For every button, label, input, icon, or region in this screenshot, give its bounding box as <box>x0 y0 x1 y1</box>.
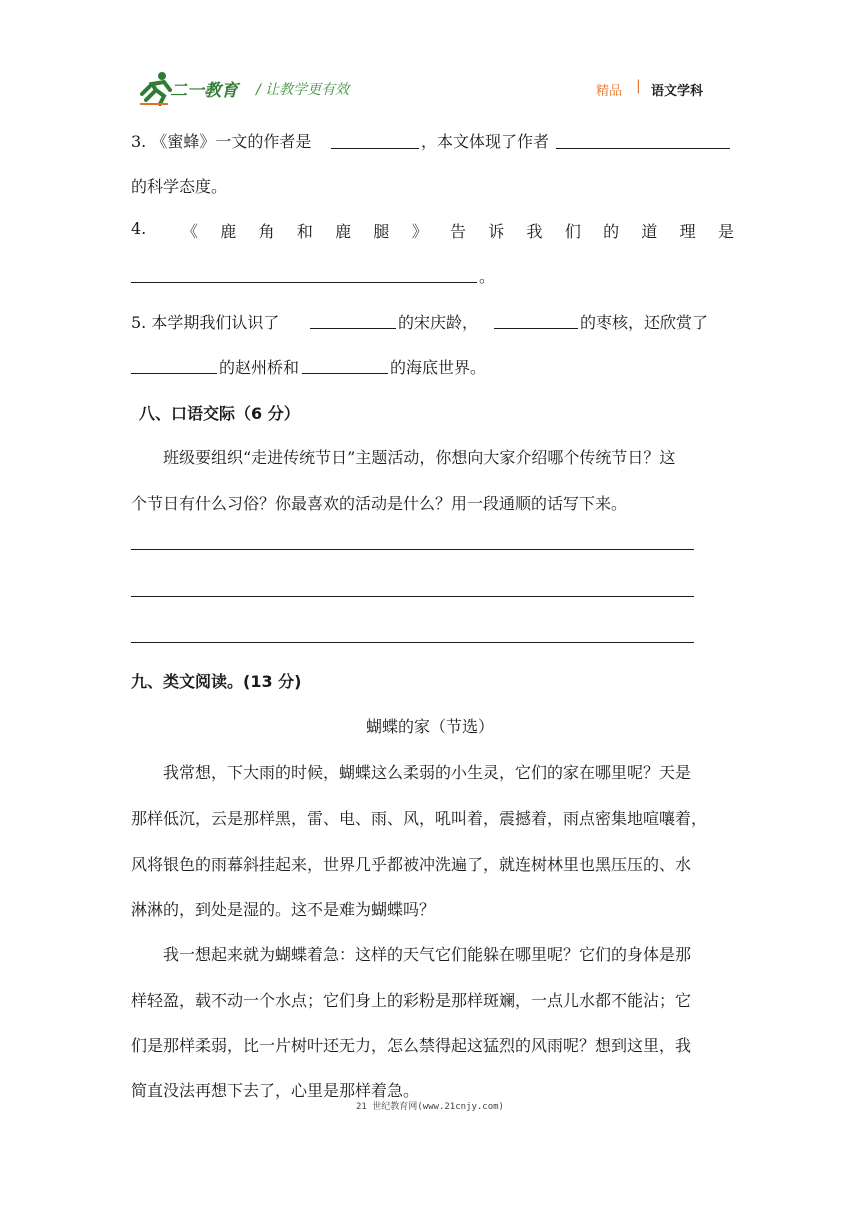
article-p2-line: 我一想起来就为蝴蝶着急：这样的天气它们能躲在哪里呢？它们的身体是那 <box>163 945 692 964</box>
header-separator: | <box>636 78 641 94</box>
q5-text-e: 的海底世界。 <box>390 358 487 377</box>
q5-blank-1 <box>310 328 396 329</box>
article-p1-line: 我常想，下大雨的时候，蝴蝶这么柔弱的小生灵，它们的家在哪里呢？天是 <box>163 763 692 782</box>
q4-char: 《 <box>182 222 199 241</box>
q5-blank-3 <box>131 373 217 374</box>
q4-char: 鹿 <box>220 222 237 241</box>
header-tag-subject: 语文学科 <box>651 84 704 99</box>
q4-char: 腿 <box>373 222 390 241</box>
q4-char: 诉 <box>488 222 505 241</box>
q4-spaced-text <box>182 219 734 242</box>
article-p2-line: 样轻盈，载不动一个水点；它们身上的彩粉是那样斑斓，一点儿水都不能沾；它 <box>131 991 692 1010</box>
q4-char: 角 <box>258 222 275 241</box>
logo-text: 二一教育 <box>170 81 238 101</box>
q3-blank-author <box>331 148 419 149</box>
article-p2-line: 简直没法再想下去了，心里是那样着急。 <box>131 1081 420 1100</box>
q4-char: 是 <box>717 222 734 241</box>
q3-text-a: 3. 《蜜蜂》一文的作者是 <box>131 132 312 151</box>
q4-char: 我 <box>526 222 543 241</box>
section8-prompt-line1: 班级要组织“走进传统节日”主题活动，你想向大家介绍哪个传统节日？这 <box>163 448 676 467</box>
slogan: / 让教学更有效 <box>256 82 350 98</box>
q5-text-a: 5. 本学期我们认识了 <box>131 313 280 332</box>
q4-char: 们 <box>564 222 581 241</box>
q4-end: 。 <box>479 267 496 286</box>
q4-char: 鹿 <box>335 222 352 241</box>
q5-text-b: 的宋庆龄， <box>398 313 479 332</box>
q4-number: 4. <box>131 219 147 238</box>
q4-blank-lesson <box>131 282 477 283</box>
q4-char: 的 <box>603 222 620 241</box>
q4-char: 》 <box>411 222 428 241</box>
article-p1-line: 那样低沉，云是那样黑，雷、电、雨、风，吼叫着，震撼着，雨点密集地喧嚷着， <box>131 809 708 828</box>
section8-title: 八、口语交际（6 分） <box>139 404 300 423</box>
article-p1-line: 风将银色的雨幕斜挂起来，世界几乎都被冲洗遍了，就连树林里也黑压压的、水 <box>131 855 692 874</box>
q4-char: 道 <box>641 222 658 241</box>
q3-blank-attitude <box>556 148 730 149</box>
q5-text-c: 的枣核，还欣赏了 <box>580 313 709 332</box>
answer-line <box>131 642 694 643</box>
header-tag-premium: 精品 <box>596 84 623 99</box>
answer-line <box>131 549 694 550</box>
footer-source: 21 世纪教育网(www.21cnjy.com) <box>356 1102 504 1112</box>
q5-text-d: 的赵州桥和 <box>219 358 300 377</box>
q4-char: 告 <box>449 222 466 241</box>
q4-char: 理 <box>679 222 696 241</box>
section8-prompt-line2: 个节日有什么习俗？你最喜欢的活动是什么？用一段通顺的话写下来。 <box>131 494 628 513</box>
q3-text-b: ，本文体现了作者 <box>421 132 550 151</box>
article-p1-line: 淋淋的，到处是湿的。这不是难为蝴蝶吗？ <box>131 900 436 919</box>
article-p2-line: 们是那样柔弱，比一片树叶还无力，怎么禁得起这猛烈的风雨呢？想到这里，我 <box>131 1036 692 1055</box>
q3-text-c: 的科学态度。 <box>131 177 228 196</box>
article-title: 蝴蝶的家（节选） <box>365 717 494 736</box>
q5-blank-4 <box>302 373 388 374</box>
section9-title: 九、类文阅读。(13 分) <box>131 672 302 691</box>
answer-line <box>131 596 694 597</box>
q4-char: 和 <box>296 222 313 241</box>
q5-blank-2 <box>494 328 578 329</box>
